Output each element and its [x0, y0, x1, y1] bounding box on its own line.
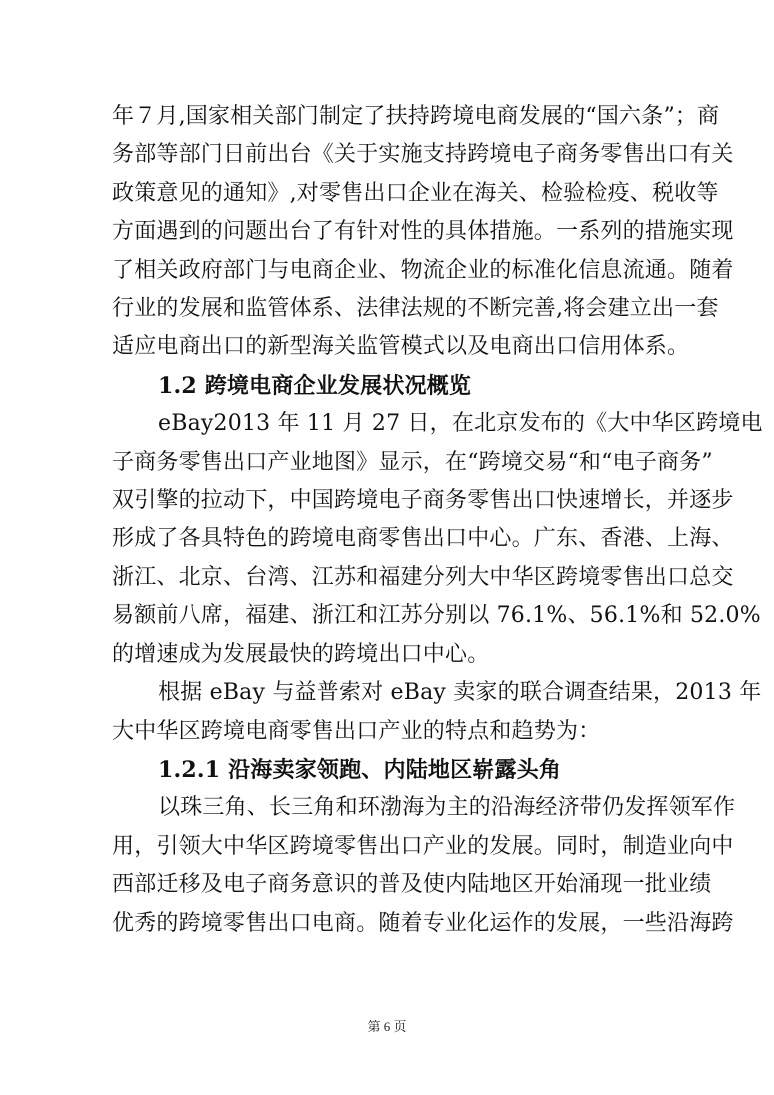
text-line: 大中华区跨境电商零售出口产业的特点和趋势为： — [112, 718, 601, 744]
text-line: 形成了各具特色的跨境电商零售出口中心。广东、香港、上海、 — [112, 526, 734, 552]
text-line: 了相关政府部门与电商企业、物流企业的标准化信息流通。随着 — [112, 257, 734, 283]
text-line: 双引擎的拉动下，中国跨境电子商务零售出口快速增长，并逐步 — [112, 488, 734, 514]
text-line: 以珠三角、长三角和环渤海为主的沿海经济带仍发挥领军作 — [158, 795, 736, 821]
page-number: 第 6 页 — [367, 1019, 407, 1034]
text-line: 易额前八席，福建、浙江和江苏分别以 76.1%、56.1%和 52.0% — [112, 603, 761, 629]
document-page — [112, 98, 763, 943]
section-heading-1-2: 1.2 跨境电商企业发展状况概览 — [158, 372, 472, 399]
text-line: 子商务零售出口产业地图》显示，在“跨境交易“和“电子商务” — [112, 449, 713, 475]
text-line: 西部迁移及电子商务意识的普及使内陆地区开始涌现一批业绩 — [112, 872, 712, 898]
text-line: 用，引领大中华区跨境零售出口产业的发展。同时，制造业向中 — [112, 833, 734, 859]
paragraph-survey — [112, 674, 762, 751]
text-line: 年７月,国家相关部门制定了扶持跨境电商发展的“国六条”；商 — [112, 104, 720, 129]
paragraph-policy — [112, 98, 734, 367]
text-line: 浙江、北京、台湾、江苏和福建分列大中华区跨境零售出口总交 — [112, 564, 734, 590]
text-line: 务部等部门日前出台《关于实施支持跨境电子商务零售出口有关 — [112, 142, 734, 168]
text-line: 政策意见的通知》,对零售出口企业在海关、检验检疫、税收等 — [112, 180, 719, 206]
paragraph-coastal — [112, 789, 736, 943]
text-line: 适应电商出口的新型海关监管模式以及电商出口信用体系。 — [112, 334, 690, 360]
text-line: 行业的发展和监管体系、法律法规的不断完善,将会建立出一套 — [112, 296, 719, 322]
section-heading-1-2-1: 1.2.1 沿海卖家领跑、内陆地区崭露头角 — [158, 756, 562, 783]
text-line: eBay2013 年 11 月 27 日，在北京发布的《大中华区跨境电 — [158, 411, 763, 437]
text-line: 根据 eBay 与益普索对 eBay 卖家的联合调查结果，2013 年 — [158, 680, 762, 706]
paragraph-ebay-report — [112, 405, 763, 674]
text-line: 方面遇到的问题出台了有针对性的具体措施。一系列的措施实现 — [112, 219, 734, 245]
text-line: 优秀的跨境零售出口电商。随着专业化运作的发展，一些沿海跨 — [112, 910, 734, 936]
text-line: 的增速成为发展最快的跨境出口中心。 — [112, 641, 490, 667]
